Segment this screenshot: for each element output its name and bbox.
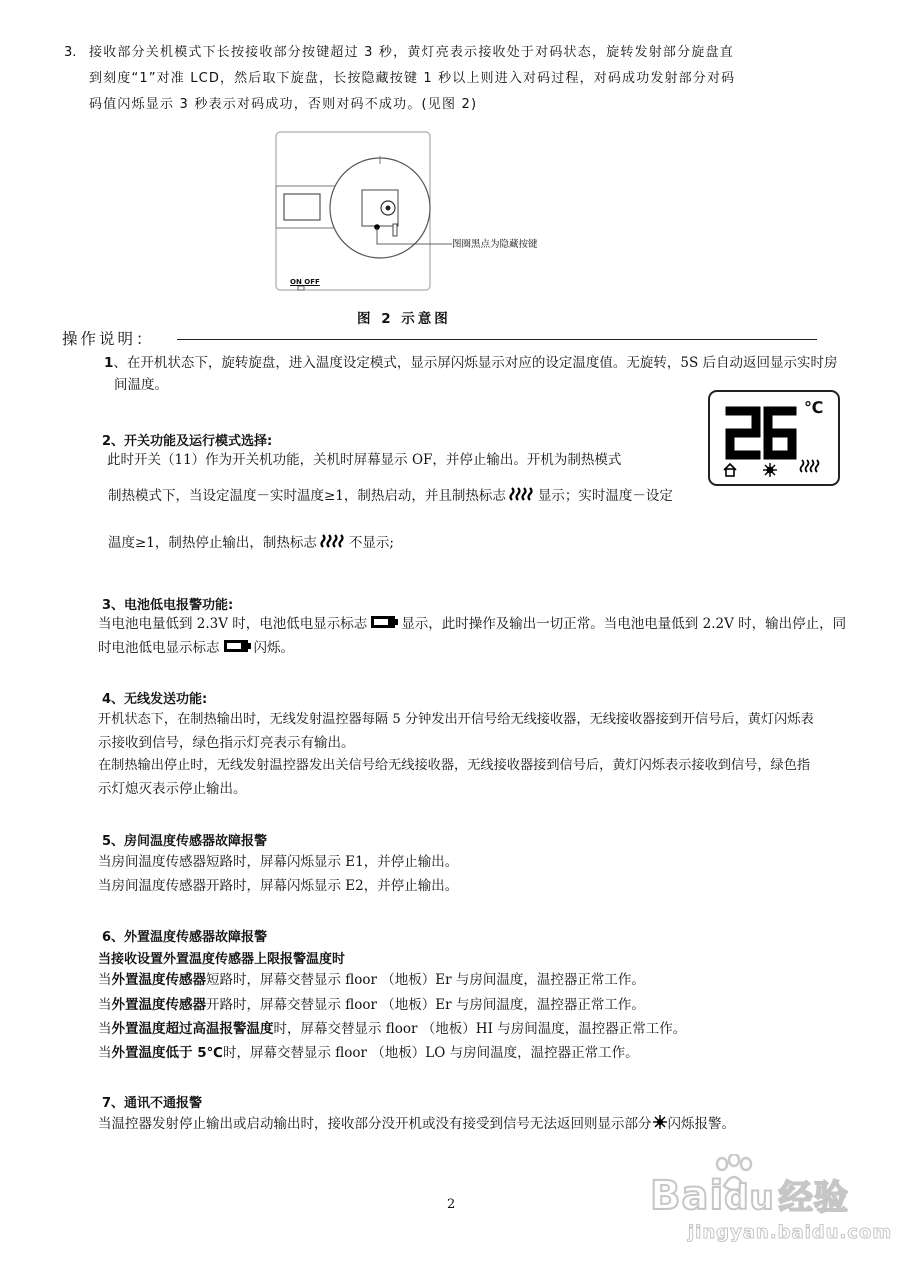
s6-row-bold: 外置温度低于 5℃ <box>111 1045 223 1061</box>
s7-title: 7、通讯不通报警 <box>102 1096 203 1111</box>
s4-title: 4、无线发送功能: <box>102 692 208 707</box>
s6-row-pre: 当 <box>98 1045 112 1061</box>
s3-line-1 <box>98 614 846 635</box>
ops-heading-rule <box>177 339 817 340</box>
s6-row-pre: 当 <box>98 972 112 988</box>
s6-subtitle: 当接收设置外置温度传感器上限报警温度时 <box>98 952 346 967</box>
s4-line-2: 示接收到信号，绿色指示灯亮表示有输出。 <box>98 735 355 751</box>
intro-line-1: 接收部分关机模式下长按接收部分按键超过 3 秒，黄灯亮表示接收处于对码状态，旋转发射部分旋盘直 <box>89 45 734 60</box>
home-icon <box>724 464 736 476</box>
page-number: 2 <box>447 1197 456 1212</box>
s2-line-1: 此时开关（11）作为开关机功能，关机时屏幕显示 OF，并停止输出。开机为制热模式 <box>107 452 622 468</box>
figure-caption: 图 2 示意图 <box>357 311 451 327</box>
s6-row-bold: 外置温度传感器 <box>111 972 206 988</box>
s7-line-1 <box>98 1114 735 1135</box>
s2-line-3 <box>108 533 394 554</box>
s5-line-2: 当房间温度传感器开路时，屏幕闪烁显示 E2，并停止输出。 <box>98 878 459 894</box>
s3-line-2 <box>98 638 294 659</box>
heat-flag-icon <box>320 534 346 554</box>
figure-callout: 图圈黑点为隐藏按键 <box>452 239 538 250</box>
s1-line-2: 间温度。 <box>114 377 168 393</box>
s2-text-2a: 制热模式下，当设定温度－实时温度≥1，制热启动，并且制热标志 <box>108 488 506 504</box>
s3-text-1a: 当电池电量低到 2.3V 时，电池低电显示标志 <box>98 616 368 632</box>
watermark-brand <box>650 1170 849 1219</box>
intro-line-2: 到刻度“1”对准 LCD，然后取下旋盘，长按隐藏按键 1 秒以上则进入对码过程，对码成功发射部分对码 <box>89 71 736 86</box>
s3-text-2b: 闪烁。 <box>253 640 294 656</box>
s7-text-1a: 当温控器发射停止输出或启动输出时，接收部分没开机或没有接受到信号无法返回则显示部分 <box>98 1116 652 1132</box>
watermark-url: jingyan.baidu.com <box>688 1222 893 1243</box>
s7-text-1b: 闪烁报警。 <box>667 1116 735 1132</box>
s1-line-1 <box>104 353 838 373</box>
s3-text-1b: 显示，此时操作及输出一切正常。当电池电量低到 2.2V 时，输出停止，同 <box>401 616 847 632</box>
s6-row <box>98 995 645 1015</box>
s6-row-bold: 外置温度传感器 <box>111 997 206 1013</box>
battery-low-icon <box>370 615 398 635</box>
heat-icon <box>801 460 819 472</box>
figure-switch-label: ON OFF <box>290 278 320 286</box>
s6-row-rest: 时，屏幕交替显示 floor （地板）HI 与房间温度，温控器正常工作。 <box>273 1021 687 1037</box>
s6-row-rest: 短路时，屏幕交替显示 floor （地板）Er 与房间温度，温控器正常工作。 <box>206 972 645 988</box>
s4-line-3: 在制热输出停止时，无线发射温控器发出关信号给无线接收器，无线接收器接到信号后，黄灯闪烁表示接收到信号，绿色指 <box>98 758 811 773</box>
baidu-watermark <box>650 1160 893 1270</box>
s6-title: 6、外置温度传感器故障报警 <box>102 930 268 945</box>
s2-text-3b: 不显示; <box>348 535 394 551</box>
ops-heading: 操作说明： <box>62 330 155 348</box>
s3-title: 3、电池低电报警功能: <box>102 598 234 613</box>
lcd-unit: ℃ <box>804 398 824 417</box>
s2-line-2 <box>108 486 673 507</box>
watermark-bai: Bai <box>650 1173 725 1219</box>
intro-number: 3. <box>64 45 77 60</box>
s4-line-1: 开机状态下，在制热输出时，无线发射温控器每隔 5 分钟发出开信号给无线接收器，无线接收器接到开信号后，黄灯闪烁表 <box>98 712 814 727</box>
s4-line-4: 示灯熄灭表示停止输出。 <box>98 781 247 797</box>
s1-num: 1 <box>104 355 114 371</box>
s5-line-1: 当房间温度传感器短路时，屏幕闪烁显示 E1，并停止输出。 <box>98 854 459 870</box>
s6-row-rest: 时，屏幕交替显示 floor （地板）LO 与房间温度，温控器正常工作。 <box>222 1045 639 1061</box>
sun-icon <box>653 1115 667 1135</box>
s6-row <box>98 1043 639 1063</box>
s2-text-2b: 显示；实时温度－设定 <box>537 488 673 504</box>
s6-row-pre: 当 <box>98 1021 112 1037</box>
figure-2-diagram <box>260 128 560 300</box>
heat-flag-icon <box>509 487 535 507</box>
s6-row <box>98 1019 686 1039</box>
lcd-temp-value <box>710 392 711 393</box>
watermark-cn: 经验 <box>778 1178 849 1218</box>
battery-low-icon <box>223 639 251 659</box>
s2-text-3a: 温度≥1，制热停止输出，制热标志 <box>108 535 317 551</box>
s6-row-bold: 外置温度超过高温报警温度 <box>111 1021 274 1037</box>
s6-row <box>98 970 645 990</box>
watermark-du: du <box>724 1178 775 1218</box>
s3-text-2a: 时电池低电显示标志 <box>98 640 220 656</box>
sun-icon <box>763 463 777 477</box>
s2-title: 2、开关功能及运行模式选择: <box>102 434 273 449</box>
s1-text-1: 、在开机状态下，旋转旋盘，进入温度设定模式，显示屏闪烁显示对应的设定温度值。无旋转，5S 后自动返回显示实时房 <box>113 355 838 371</box>
s6-row-pre: 当 <box>98 997 112 1013</box>
s6-row-rest: 开路时，屏幕交替显示 floor （地板）Er 与房间温度，温控器正常工作。 <box>206 997 645 1013</box>
intro-line-3: 码值闪烁显示 3 秒表示对码成功，否则对码不成功。(见图 2) <box>89 97 478 112</box>
lcd-display <box>708 390 840 486</box>
s5-title: 5、房间温度传感器故障报警 <box>102 834 268 849</box>
